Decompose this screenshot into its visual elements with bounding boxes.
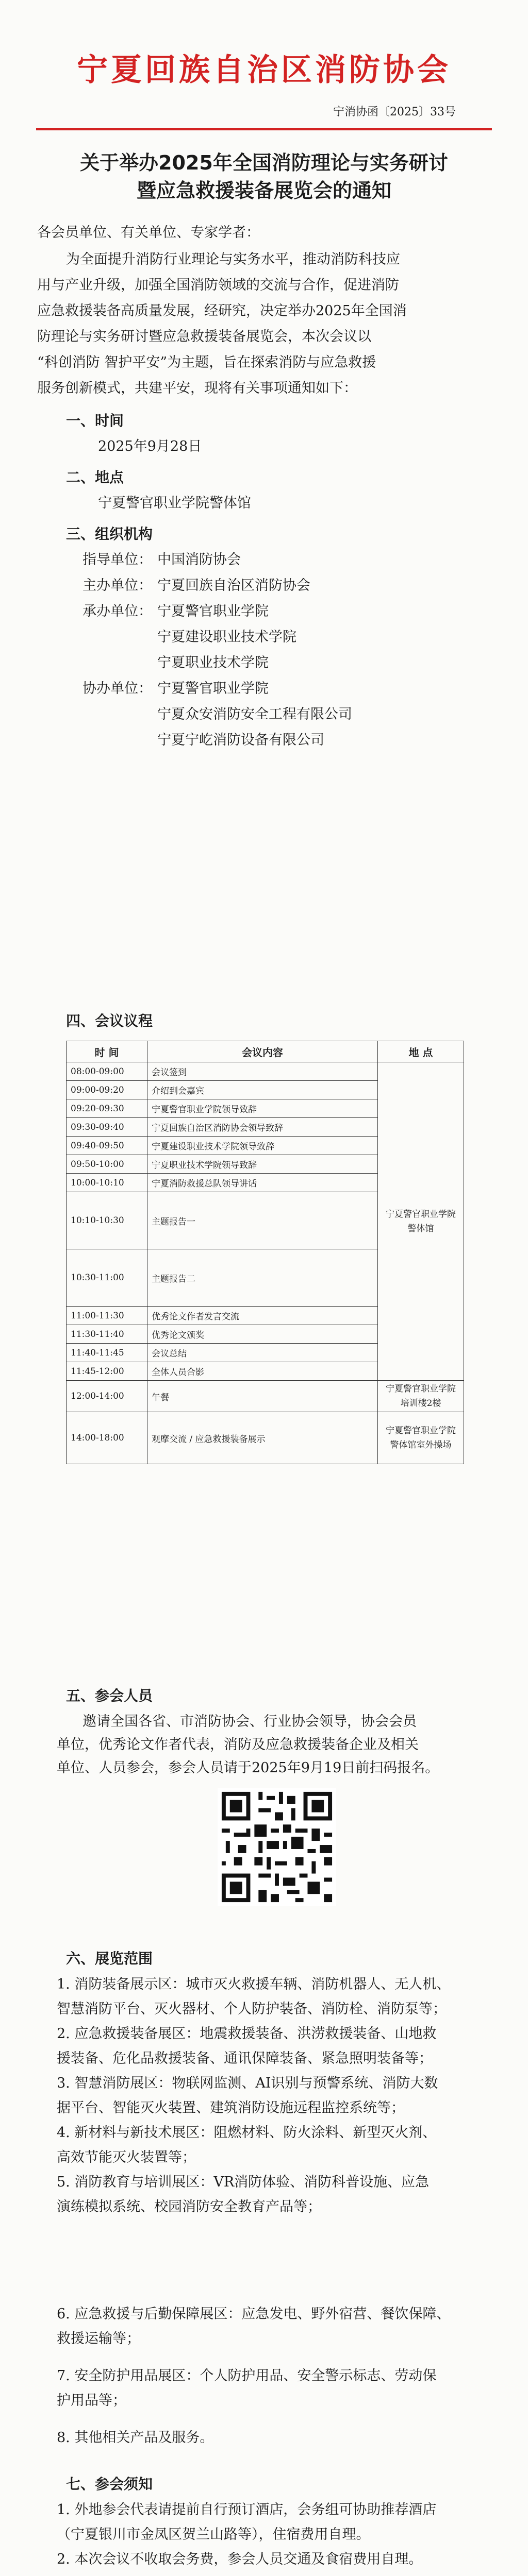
agenda-content: 主题报告二 <box>147 1249 378 1307</box>
expo-line: 援装备、危化品救援装备、通讯保障装备、紧急照明装备等； <box>57 2050 433 2066</box>
section-heading-agenda: 四、会议议程 <box>66 1012 153 1029</box>
agenda-row <box>67 1381 464 1412</box>
org-cosponsor: 宁夏众安消防安全工程有限公司 <box>157 706 352 722</box>
agenda-content: 宁夏回族自治区消防协会领导致辞 <box>147 1118 378 1137</box>
agenda-content: 宁夏消防救援总队领导讲话 <box>147 1174 378 1192</box>
org-label: 承办单位： <box>82 603 152 619</box>
org-cosponsor: 宁夏警官职业学院 <box>157 681 269 697</box>
intro-line: 为全面提升消防行业理论与实务水平，推动消防科技应 <box>66 251 400 267</box>
org-label: 主办单位： <box>82 578 152 594</box>
expo-line: 7. 安全防护用品展区：个人防护用品、安全警示标志、劳动保 <box>57 2368 437 2384</box>
intro-line: “科创消防 智护平安”为主题，旨在探索消防与应急救援 <box>37 354 376 370</box>
section-heading-attendees: 五、参会人员 <box>66 1687 153 1704</box>
agenda-location: 宁夏警官职业学院警体馆室外操场 <box>378 1412 464 1464</box>
agenda-time: 11:00-11:30 <box>67 1307 147 1325</box>
section-heading-time: 一、时间 <box>66 412 124 429</box>
expo-line: 1. 消防装备展示区：城市灭火救援车辆、消防机器人、无人机、 <box>57 1976 451 1992</box>
agenda-content: 宁夏职业技术学院领导致辞 <box>147 1155 378 1174</box>
agenda-time: 09:20-09:30 <box>67 1099 147 1118</box>
agenda-time: 10:30-11:00 <box>67 1249 147 1307</box>
agenda-col-content: 会议内容 <box>147 1041 378 1062</box>
expo-line: 演练模拟系统、校园消防安全教育产品等； <box>57 2199 321 2215</box>
expo-line: 救援运输等； <box>57 2331 140 2347</box>
place-text: 宁夏警官职业学院警体馆 <box>98 495 251 511</box>
agenda-time: 08:00-09:00 <box>67 1062 147 1081</box>
org-cosponsor: 宁夏宁屹消防设备有限公司 <box>157 732 324 748</box>
org-organizer: 宁夏建设职业技术学院 <box>157 629 296 645</box>
agenda-time: 09:30-09:40 <box>67 1118 147 1137</box>
agenda-content: 观摩交流 / 应急救援装备展示 <box>147 1412 378 1464</box>
agenda-content: 会议签到 <box>147 1062 378 1081</box>
expo-line: 6. 应急救援与后勤保障展区：应急发电、野外宿营、餐饮保障、 <box>57 2306 451 2322</box>
agenda-time: 12:00-14:00 <box>67 1381 147 1412</box>
expo-line: 据平台、智能灭火装置、建筑消防设施远程监控系统等； <box>57 2100 405 2116</box>
section-heading-org: 三、组织机构 <box>66 526 153 543</box>
agenda-content: 午餐 <box>147 1381 378 1412</box>
registration-qr-code[interactable] <box>218 1788 336 1906</box>
expo-line: 2. 应急救援装备展区：地震救援装备、洪涝救援装备、山地救 <box>57 2026 437 2042</box>
agenda-location: 宁夏警官职业学院警体馆 <box>378 1062 464 1381</box>
intro-line: 服务创新模式，共建平安，现将有关事项通知如下： <box>37 380 357 396</box>
expo-line: 4. 新材料与新技术展区：阻燃材料、防火涂料、新型灭火剂、 <box>57 2125 437 2141</box>
expo-line: 8. 其他相关产品及服务。 <box>57 2430 214 2446</box>
agenda-col-time: 时 间 <box>67 1041 147 1062</box>
attendees-line: 邀请全国各省、市消防协会、行业协会领导，协会会员 <box>82 1714 417 1730</box>
notice-line: 2. 本次会议不收取会务费，参会人员交通及食宿费用自理。 <box>57 2551 423 2567</box>
agenda-row <box>67 1062 464 1081</box>
agenda-time: 11:30-11:40 <box>67 1325 147 1344</box>
agenda-header-row <box>67 1041 464 1062</box>
doc-number: 宁消协函〔2025〕33号 <box>333 106 456 118</box>
agenda-time: 09:50-10:00 <box>67 1155 147 1174</box>
doc-title-line2: 暨应急救援装备展览会的通知 <box>136 179 391 202</box>
notice-line: 1. 外地参会代表请提前自行预订酒店，会务组可协助推荐酒店 <box>57 2502 437 2518</box>
agenda-time: 14:00-18:00 <box>67 1412 147 1464</box>
doc-title-line1: 关于举办2025年全国消防理论与实务研讨 <box>80 151 448 174</box>
org-header-title: 宁夏回族自治区消防协会 <box>77 52 451 88</box>
org-sponsor: 宁夏回族自治区消防协会 <box>157 578 310 594</box>
notice-line <box>57 2573 422 2576</box>
time-text: 2025年9月28日 <box>98 438 202 454</box>
org-host: 中国消防协会 <box>157 552 241 568</box>
agenda-content: 主题报告一 <box>147 1192 378 1249</box>
agenda-time: 10:10-10:30 <box>67 1192 147 1249</box>
expo-line: 5. 消防教育与培训展区：VR消防体验、消防科普设施、应急 <box>57 2174 430 2190</box>
agenda-content: 优秀论文作者发言交流 <box>147 1307 378 1325</box>
intro-line: 防理论与实务研讨暨应急救援装备展览会，本次会议以 <box>37 329 371 345</box>
agenda-content: 宁夏建设职业技术学院领导致辞 <box>147 1137 378 1155</box>
agenda-content: 会议总结 <box>147 1344 378 1362</box>
org-organizer: 宁夏职业技术学院 <box>157 655 269 671</box>
agenda-content: 介绍到会嘉宾 <box>147 1081 378 1099</box>
attendees-line: 单位，优秀论文作者代表，消防及应急救援装备企业及相关 <box>57 1737 419 1753</box>
salutation: 各会员单位、有关单位、专家学者： <box>37 225 260 241</box>
notice-line: （宁夏银川市金凤区贺兰山路等），住宿费用自理。 <box>57 2527 370 2543</box>
agenda-time: 09:00-09:20 <box>67 1081 147 1099</box>
red-divider <box>36 128 492 130</box>
expo-line: 护用品等； <box>57 2393 126 2409</box>
section-heading-place: 二、地点 <box>66 469 124 486</box>
attendees-line: 单位、人员参会，参会人员请于2025年9月19日前扫码报名。 <box>57 1760 439 1776</box>
agenda-time: 11:45-12:00 <box>67 1362 147 1381</box>
section-heading-notice: 七、参会须知 <box>66 2476 153 2493</box>
org-label: 协办单位： <box>82 681 152 697</box>
agenda-time: 11:40-11:45 <box>67 1344 147 1362</box>
expo-line: 高效节能灭火装置等； <box>57 2149 196 2165</box>
agenda-row <box>67 1412 464 1464</box>
agenda-content: 全体人员合影 <box>147 1362 378 1381</box>
agenda-time: 10:00-10:10 <box>67 1174 147 1192</box>
agenda-content: 宁夏警官职业学院领导致辞 <box>147 1099 378 1118</box>
org-label: 指导单位： <box>82 552 152 568</box>
intro-line: 用与产业升级，加强全国消防领域的交流与合作，促进消防 <box>37 277 399 293</box>
agenda-content: 优秀论文颁奖 <box>147 1325 378 1344</box>
agenda-table <box>66 1041 464 1464</box>
expo-line: 3. 智慧消防展区：物联网监测、AI识别与预警系统、消防大数 <box>57 2075 438 2091</box>
agenda-col-location: 地 点 <box>378 1041 464 1062</box>
agenda-location: 宁夏警官职业学院培训楼2楼 <box>378 1381 464 1412</box>
org-organizer: 宁夏警官职业学院 <box>157 603 269 619</box>
agenda-time: 09:40-09:50 <box>67 1137 147 1155</box>
expo-line: 智慧消防平台、灭火器材、个人防护装备、消防栓、消防泵等； <box>57 2001 447 2017</box>
section-heading-expo: 六、展览范围 <box>66 1950 153 1967</box>
intro-line: 应急救援装备高质量发展，经研究，决定举办2025年全国消 <box>37 303 407 319</box>
